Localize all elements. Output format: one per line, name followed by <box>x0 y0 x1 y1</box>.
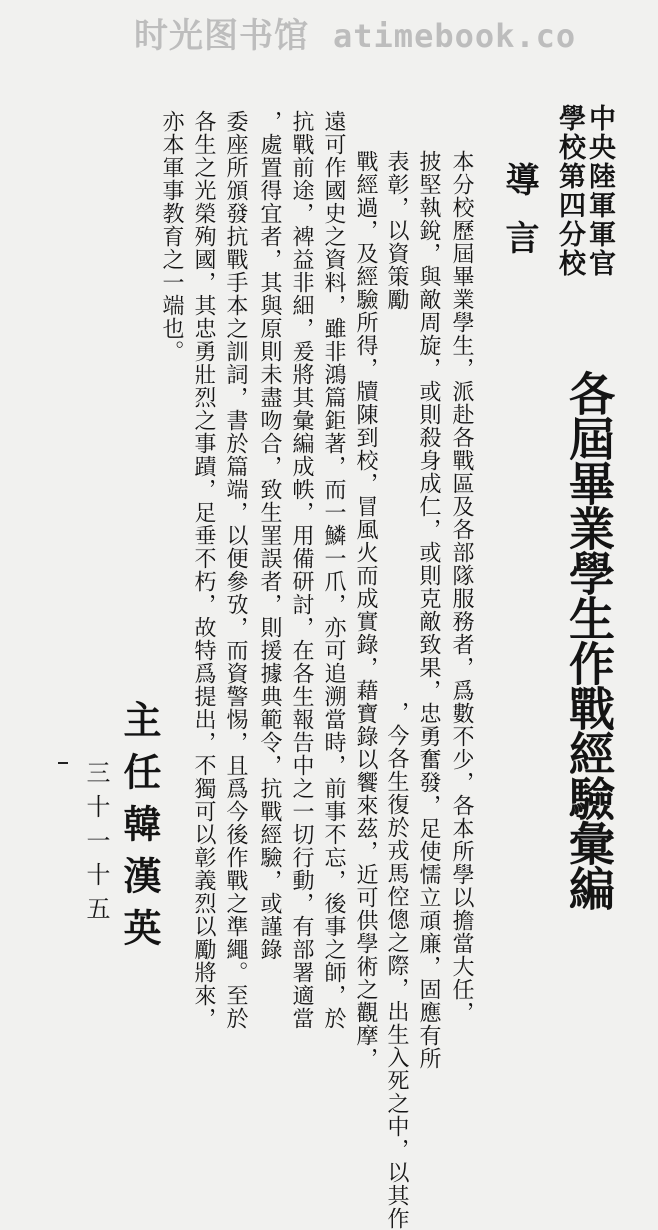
document-title: 各屆畢業學生作戰經驗彙編 <box>562 370 616 910</box>
body-column-3-part-b: ，今各生復於戎馬倥傯之際，出生入死之中，以其作 <box>384 701 409 1230</box>
body-column-6: 抗戰前途，裨益非細，爰將其彙編成帙，用備研討，在各生報告中之一切行動，有部署適當 <box>289 110 314 1030</box>
body-column-7: ，處置得宜者，其與原則未盡吻合，致生罣誤者，則援據典範令，抗戰經驗，或謹錄 <box>257 110 282 961</box>
institution-line-1: 中央陸軍軍官 <box>584 104 615 278</box>
watermark-chinese: 时光图书馆 <box>134 16 309 56</box>
watermark-url: atimebook.co <box>333 17 577 55</box>
body-column-2: 披堅執銳，與敵周旋，或則殺身成仁，或則克敵致果，忠勇奮發，足使懦立頑廉，固應有所 <box>416 150 441 1070</box>
body-column-3 <box>385 150 407 1230</box>
signature-date: 三十一十五 <box>82 760 110 930</box>
body-column-9: 各生之光榮殉國，其忠勇壯烈之事蹟，足垂不朽，故特爲提出，不獨可以彰義烈以勵將來， <box>191 110 216 1030</box>
margin-mark <box>58 762 68 764</box>
body-column-10: 亦本軍事教育之一端也。 <box>159 110 184 363</box>
watermark <box>0 8 658 57</box>
institution-line-2: 學校第四分校 <box>554 104 585 278</box>
body-column-5: 遠可作國史之資料，雖非鴻篇鉅著，而一鱗一爪，亦可追溯當時，前事不忘，後事之師，於 <box>321 110 346 1030</box>
body-column-3-part-a: 表彰，以資策勵 <box>384 150 409 311</box>
section-title: 導言 <box>499 162 539 278</box>
body-column-4: 戰經過，及經驗所得，牘陳到校，冒風火而成實錄，藉寶錄以饗來茲，近可供學術之觀摩， <box>353 150 378 1070</box>
body-column-1: 本分校歷屆畢業學生，派赴各戰區及各部隊服務者，爲數不少，各本所學以擔當大任， <box>449 150 474 1024</box>
signer-name: 主任韓漢英 <box>117 700 162 960</box>
body-column-8: 委座所頒發抗戰手本之訓詞，書於篇端，以便參攷，而資警惕，且爲今後作戰之準繩。至於 <box>223 110 248 1030</box>
